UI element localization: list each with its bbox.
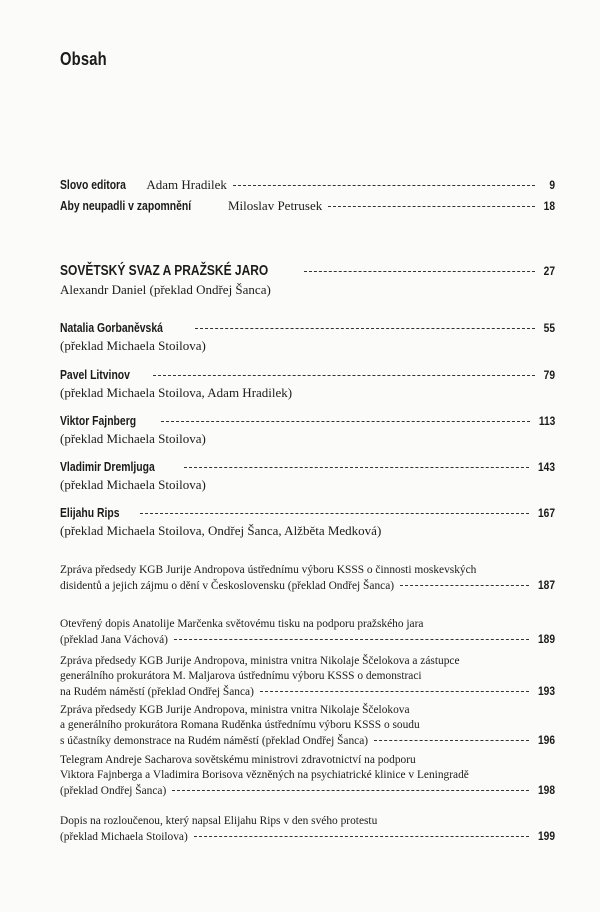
page-number: 113 <box>538 414 555 428</box>
page-number: 167 <box>537 506 555 520</box>
dot-leader <box>172 790 529 791</box>
page-number: 79 <box>543 368 555 382</box>
dot-leader <box>374 740 529 741</box>
document-title-line: (překlad Jana Váchová) <box>60 634 168 646</box>
entry-translator: (překlad Michaela Stoilova) <box>60 477 206 492</box>
dot-leader <box>400 585 529 586</box>
page-number: 55 <box>543 321 555 335</box>
entry-translator: (překlad Michaela Stoilova) <box>60 338 206 353</box>
document-title-line: a generálního prokurátora Romana Ruděnka ústřednímu výboru KSSS o soudu <box>60 719 420 731</box>
dot-leader <box>304 271 535 272</box>
page-number: 9 <box>549 178 555 192</box>
page-number: 189 <box>537 632 555 646</box>
page-number: 193 <box>537 684 555 698</box>
document-title-line: Zpráva předsedy KGB Jurije Andropova, ministra vnitra Nikolaje Ščelokova a zástupce <box>60 655 460 667</box>
document-title-line: generálního prokurátora M. Maljarova ústřednímu výboru KSSS o demonstraci <box>60 670 422 682</box>
toc-entry-editorial[interactable] <box>60 177 555 193</box>
toc-entry-person[interactable] <box>60 459 555 493</box>
toc-entry-person[interactable] <box>60 367 555 401</box>
entry-heading: Natalia Gorbaněvská <box>60 320 163 335</box>
page-number: 18 <box>543 199 555 213</box>
document-title-line: disidentů a jejich zájmu o dění v Československu (překlad Ondřej Šanca) <box>60 580 395 592</box>
document-title-line: Otevřený dopis Anatolije Marčenka světovému tisku na podporu pražského jara <box>60 618 424 630</box>
document-title-line: Zpráva předsedy KGB Jurije Andropova ústřednímu výboru KSSS o činnosti moskevských <box>60 564 477 576</box>
page-number: 196 <box>537 733 555 747</box>
entry-author: Miloslav Petrusek <box>227 198 323 213</box>
entry-heading: Viktor Fajnberg <box>60 413 137 428</box>
document-title-line: Viktora Fajnberga a Vladimira Borisova vězněných na psychiatrické klinice v Leningradě <box>60 769 469 781</box>
toc-entry-document[interactable] <box>60 617 555 648</box>
document-title-line: Zpráva předsedy KGB Jurije Andropova, ministra vnitra Nikolaje Ščelokova <box>60 704 410 716</box>
toc-entry-document[interactable] <box>60 563 555 594</box>
toc-entry-document[interactable] <box>60 703 555 749</box>
document-title-line: na Rudém náměstí (překlad Ondřej Šanca) <box>60 686 254 698</box>
entry-heading: Slovo editora <box>60 177 126 192</box>
entry-heading: Aby neupadli v zapomnění <box>60 198 192 213</box>
dot-leader <box>184 467 528 468</box>
section-heading: SOVĚTSKÝ SVAZ A PRAŽSKÉ JARO <box>60 262 269 279</box>
entry-heading: Pavel Litvinov <box>60 367 130 382</box>
dot-leader <box>195 328 535 329</box>
document-title-line: (překlad Michaela Stoilova) <box>60 831 188 843</box>
entry-author: Adam Hradilek <box>146 177 227 192</box>
entry-translator: (překlad Michaela Stoilova) <box>60 431 206 446</box>
dot-leader <box>161 421 530 422</box>
page-number: 27 <box>543 264 555 278</box>
page-number: 187 <box>537 578 555 592</box>
entry-translator: (překlad Michaela Stoilova, Adam Hradilek) <box>60 385 293 400</box>
entry-heading: Vladimir Dremljuga <box>60 459 155 474</box>
toc-entry-person[interactable] <box>60 505 555 539</box>
page-number: 199 <box>537 829 555 843</box>
page-number: 198 <box>537 783 555 797</box>
dot-leader <box>194 836 529 837</box>
page-number: 143 <box>537 460 555 474</box>
entry-heading: Elijahu Rips <box>60 505 120 520</box>
toc-entry-document[interactable] <box>60 814 555 845</box>
toc-entry-editorial[interactable] <box>60 198 555 214</box>
toc-entry-section[interactable] <box>60 262 555 298</box>
dot-leader <box>153 375 535 376</box>
dot-leader <box>140 513 529 514</box>
entry-translator: Alexandr Daniel (překlad Ondřej Šanca) <box>60 282 271 297</box>
document-title-line: Dopis na rozloučenou, který napsal Elijahu Rips v den svého protestu <box>60 815 378 827</box>
toc-entry-document[interactable] <box>60 753 555 799</box>
page-title: Obsah <box>60 49 107 69</box>
toc-entry-person[interactable] <box>60 320 555 354</box>
dot-leader <box>233 185 535 186</box>
document-title-line: s účastníky demonstrace na Rudém náměstí (překlad Ondřej Šanca) <box>60 735 369 747</box>
toc-entry-person[interactable] <box>60 413 555 447</box>
document-title-line: (překlad Ondřej Šanca) <box>60 785 167 797</box>
dot-leader <box>328 206 535 207</box>
entry-translator: (překlad Michaela Stoilova, Ondřej Šanca, Alžběta Medková) <box>60 523 382 538</box>
toc-entry-document[interactable] <box>60 654 555 700</box>
dot-leader <box>260 691 529 692</box>
dot-leader <box>174 639 529 640</box>
document-title-line: Telegram Andreje Sacharova sovětskému ministrovi zdravotnictví na podporu <box>60 754 416 766</box>
